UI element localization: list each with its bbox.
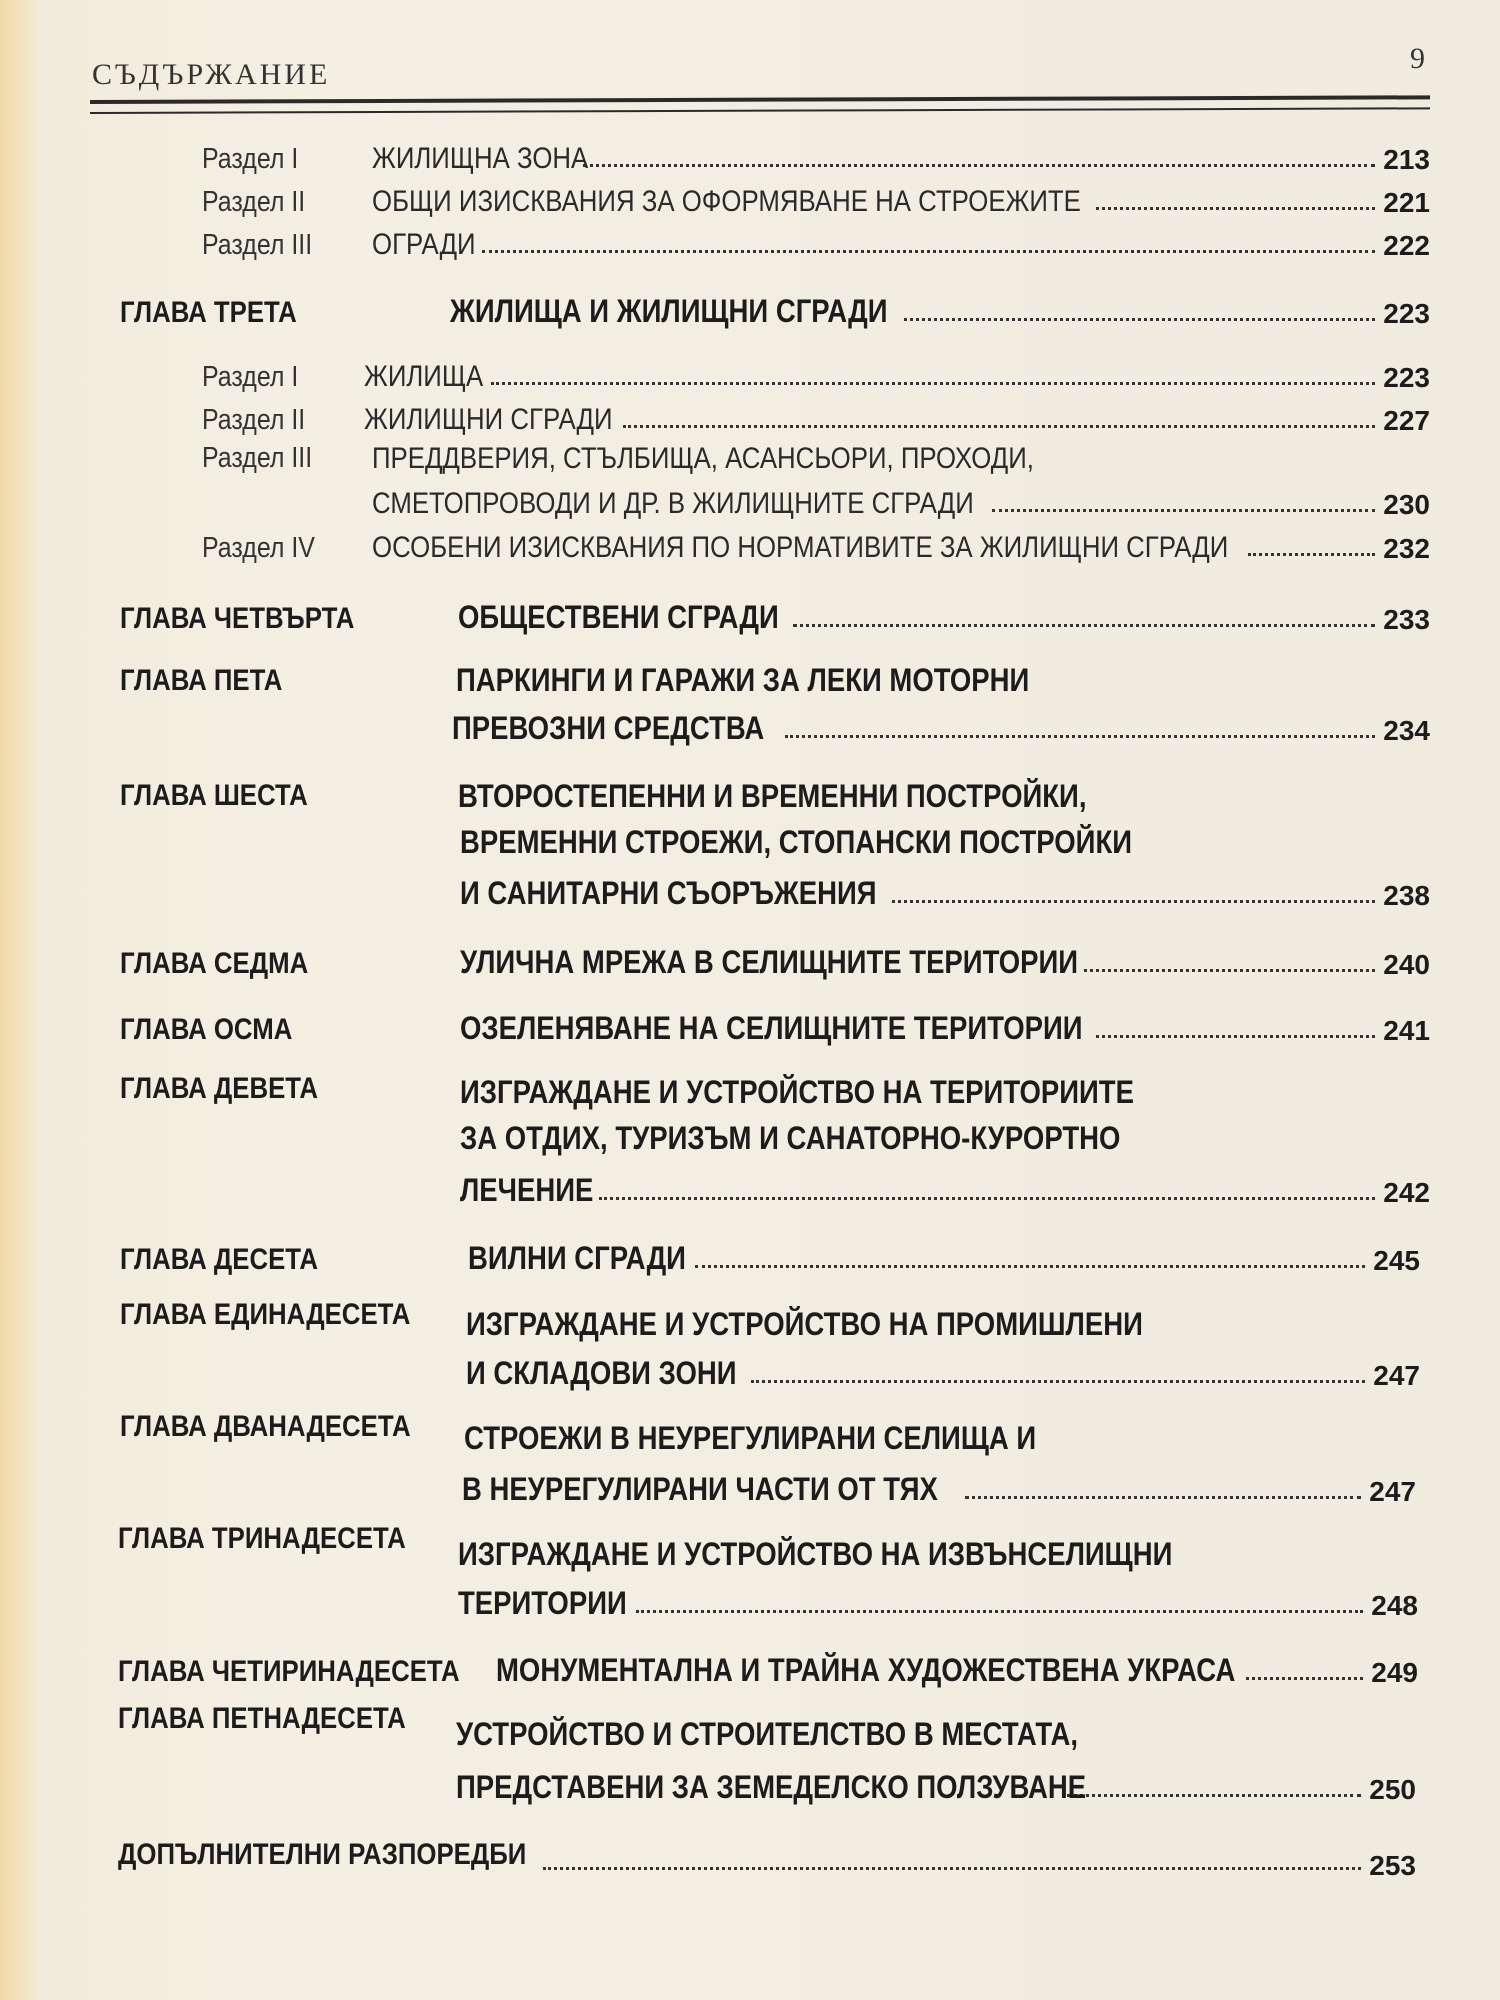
chapter-title-line: ПРЕВОЗНИ СРЕДСТВА	[452, 710, 765, 746]
page-ref: 238	[1383, 880, 1430, 911]
leader-dots	[623, 425, 1375, 428]
chapter-label: ГЛАВА ОСМА	[120, 1013, 293, 1046]
chapter-title-line: И СКЛАДОВИ ЗОНИ	[466, 1355, 737, 1391]
toc-entry	[202, 175, 1430, 219]
chapter-title-line: ИЗГРАЖДАНЕ И УСТРОЙСТВО НА ИЗВЪНСЕЛИЩНИ	[458, 1536, 1173, 1572]
leader-dots	[583, 164, 1375, 167]
leader-dots	[785, 735, 1375, 738]
page-ref: 248	[1371, 1590, 1418, 1621]
chapter-title-line: ПРЕДСТАВЕНИ ЗА ЗЕМЕДЕЛСКО ПОЛЗУВАНЕ	[456, 1769, 1087, 1805]
toc-entry	[456, 1762, 1416, 1806]
page-ref: 249	[1371, 1657, 1418, 1688]
toc-entry	[120, 1003, 1430, 1047]
page-ref: 223	[1383, 362, 1430, 393]
chapter-label: ГЛАВА ЧЕТВЪРТА	[120, 602, 355, 635]
chapter-label: ГЛАВА ДЕВЕТА	[120, 1072, 319, 1105]
chapter-title: ОЗЕЛЕНЯВАНЕ НА СЕЛИЩНИТЕ ТЕРИТОРИИ	[460, 1010, 1083, 1046]
toc-entry	[118, 1645, 1418, 1689]
leader-dots	[992, 509, 1376, 512]
section-title: ЖИЛИЩНИ СГРАДИ	[364, 403, 613, 436]
toc-entry	[120, 286, 1430, 330]
section-title: ЖИЛИЩНА ЗОНА	[372, 142, 589, 175]
section-title: ЖИЛИЩА	[364, 360, 484, 393]
chapter-label: ГЛАВА СЕДМА	[120, 947, 309, 980]
toc-entry	[202, 350, 1430, 394]
chapter-title-line: СТРОЕЖИ В НЕУРЕГУЛИРАНИ СЕЛИЩА И	[464, 1420, 1037, 1456]
leader-dots	[1067, 1794, 1362, 1797]
leader-dots	[543, 1867, 1361, 1870]
leader-dots	[1246, 1677, 1364, 1680]
chapter-label: ГЛАВА ТРЕТА	[120, 296, 297, 329]
page-ref: 233	[1383, 604, 1430, 635]
leader-dots	[751, 1380, 1366, 1383]
toc-entry	[466, 1348, 1420, 1392]
toc-entry	[460, 868, 1430, 912]
page-number: 9	[1410, 42, 1425, 75]
leader-dots	[892, 900, 1375, 903]
leader-dots	[793, 624, 1375, 627]
page-ref: 241	[1383, 1015, 1430, 1046]
chapter-label: ГЛАВА ШЕСТА	[120, 779, 308, 812]
chapter-title-line: ИЗГРАЖДАНЕ И УСТРОЙСТВО НА ТЕРИТОРИИТЕ	[460, 1074, 1134, 1110]
page-ref: 253	[1369, 1850, 1416, 1881]
page-header-title: СЪДЪРЖАНИЕ	[92, 58, 331, 91]
chapter-label: ГЛАВА ДЕСЕТА	[120, 1243, 319, 1276]
toc-entry	[120, 1233, 1420, 1277]
toc-entry	[118, 1828, 1416, 1881]
section-label: Раздел I	[202, 361, 299, 393]
chapter-title-line: ИЗГРАЖДАНЕ И УСТРОЙСТВО НА ПРОМИШЛЕНИ	[466, 1306, 1143, 1342]
header-rule-thin	[90, 107, 1430, 114]
chapter-title: ОБЩЕСТВЕНИ СГРАДИ	[458, 599, 779, 635]
toc-entry	[202, 393, 1430, 437]
section-label: Раздел II	[202, 404, 306, 436]
section-label: Раздел II	[202, 186, 306, 218]
chapter-label: ГЛАВА ЕДИНАДЕСЕТА	[120, 1298, 411, 1331]
leader-dots	[965, 1496, 1361, 1499]
chapter-title-line: ЗА ОТДИХ, ТУРИЗЪМ И САНАТОРНО-КУРОРТНО	[460, 1120, 1121, 1156]
chapter-title-line: В НЕУРЕГУЛИРАНИ ЧАСТИ ОТ ТЯХ	[462, 1471, 938, 1507]
toc-entry	[372, 477, 1430, 521]
toc-entry	[202, 132, 1430, 176]
appendix-label: ДОПЪЛНИТЕЛНИ РАЗПОРЕДБИ	[118, 1838, 527, 1871]
chapter-title-line: ЛЕЧЕНИЕ	[460, 1172, 594, 1208]
chapter-title-line: ВРЕМЕННИ СТРОЕЖИ, СТОПАНСКИ ПОСТРОЙКИ	[460, 824, 1133, 860]
page-ref: 221	[1383, 187, 1430, 218]
toc-entry	[120, 592, 1430, 636]
section-label: Раздел I	[202, 143, 299, 175]
leader-dots	[491, 382, 1376, 385]
toc-entry	[120, 937, 1430, 981]
chapter-label: ГЛАВА ЧЕТИРИНАДЕСЕТА	[118, 1655, 460, 1688]
toc-entry	[462, 1464, 1416, 1508]
chapter-title: МОНУМЕНТАЛНА И ТРАЙНА ХУДОЖЕСТВЕНА УКРАСА	[496, 1652, 1236, 1688]
leader-dots	[636, 1610, 1363, 1613]
page-ref: 247	[1373, 1360, 1420, 1391]
toc-entry	[202, 218, 1430, 262]
chapter-title: ВИЛНИ СГРАДИ	[468, 1240, 686, 1276]
chapter-label: ГЛАВА ПЕТНАДЕСЕТА	[118, 1702, 406, 1735]
leader-dots	[1096, 207, 1375, 210]
leader-dots	[599, 1197, 1375, 1200]
section-label: Раздел IV	[202, 532, 315, 564]
chapter-label: ГЛАВА ТРИНАДЕСЕТА	[118, 1522, 406, 1555]
page-ref: 213	[1383, 144, 1430, 175]
chapter-title-line: ВТОРОСТЕПЕННИ И ВРЕМЕННИ ПОСТРОЙКИ,	[458, 778, 1087, 814]
chapter-label: ГЛАВА ПЕТА	[120, 664, 283, 697]
page-ref: 247	[1369, 1476, 1416, 1507]
chapter-title: УЛИЧНА МРЕЖА В СЕЛИЩНИТЕ ТЕРИТОРИИ	[460, 944, 1079, 980]
section-label: Раздел III	[202, 229, 313, 261]
toc-entry	[458, 1578, 1418, 1622]
chapter-title-line: УСТРОЙСТВО И СТРОИТЕЛСТВО В МЕСТАТА,	[456, 1716, 1079, 1752]
section-title: ОГРАДИ	[372, 228, 476, 261]
section-title: ОБЩИ ИЗИСКВАНИЯ ЗА ОФОРМЯВАНЕ НА СТРОЕЖИТЕ	[372, 185, 1081, 218]
page-ref: 240	[1383, 949, 1430, 980]
leader-dots	[1248, 553, 1376, 556]
chapter-title: ЖИЛИЩА И ЖИЛИЩНИ СГРАДИ	[450, 293, 888, 329]
leader-dots	[1096, 1035, 1375, 1038]
section-label: Раздел III	[202, 442, 313, 474]
page-ref: 222	[1383, 230, 1430, 261]
page-ref: 242	[1383, 1177, 1430, 1208]
chapter-label: ГЛАВА ДВАНАДЕСЕТА	[120, 1410, 411, 1443]
toc-entry	[452, 703, 1430, 747]
section-title: ОСОБЕНИ ИЗИСКВАНИЯ ПО НОРМАТИВИТЕ ЗА ЖИЛИЩНИ СГРАДИ	[372, 531, 1229, 564]
section-title-line: ПРЕДДВЕРИЯ, СТЪЛБИЩА, АСАНСЬОРИ, ПРОХОДИ,	[372, 442, 1034, 475]
toc-entry	[460, 1165, 1430, 1209]
leader-dots	[904, 318, 1376, 321]
page-ref: 227	[1383, 405, 1430, 436]
chapter-title-line: ПАРКИНГИ И ГАРАЖИ ЗА ЛЕКИ МОТОРНИ	[456, 662, 1030, 698]
toc-entry	[202, 521, 1430, 565]
page-ref: 232	[1383, 533, 1430, 564]
leader-dots	[1084, 969, 1376, 972]
header-rule-thick	[90, 95, 1430, 104]
page-ref: 245	[1373, 1245, 1420, 1276]
chapter-title-line: ТЕРИТОРИИ	[458, 1585, 627, 1621]
page-ref: 230	[1383, 489, 1430, 520]
chapter-title-line: И САНИТАРНИ СЪОРЪЖЕНИЯ	[460, 875, 877, 911]
leader-dots	[695, 1265, 1365, 1268]
page-ref: 223	[1383, 298, 1430, 329]
section-title-line: СМЕТОПРОВОДИ И ДР. В ЖИЛИЩНИТЕ СГРАДИ	[372, 487, 974, 520]
page-ref: 250	[1369, 1774, 1416, 1805]
page-ref: 234	[1383, 715, 1430, 746]
leader-dots	[482, 250, 1375, 253]
